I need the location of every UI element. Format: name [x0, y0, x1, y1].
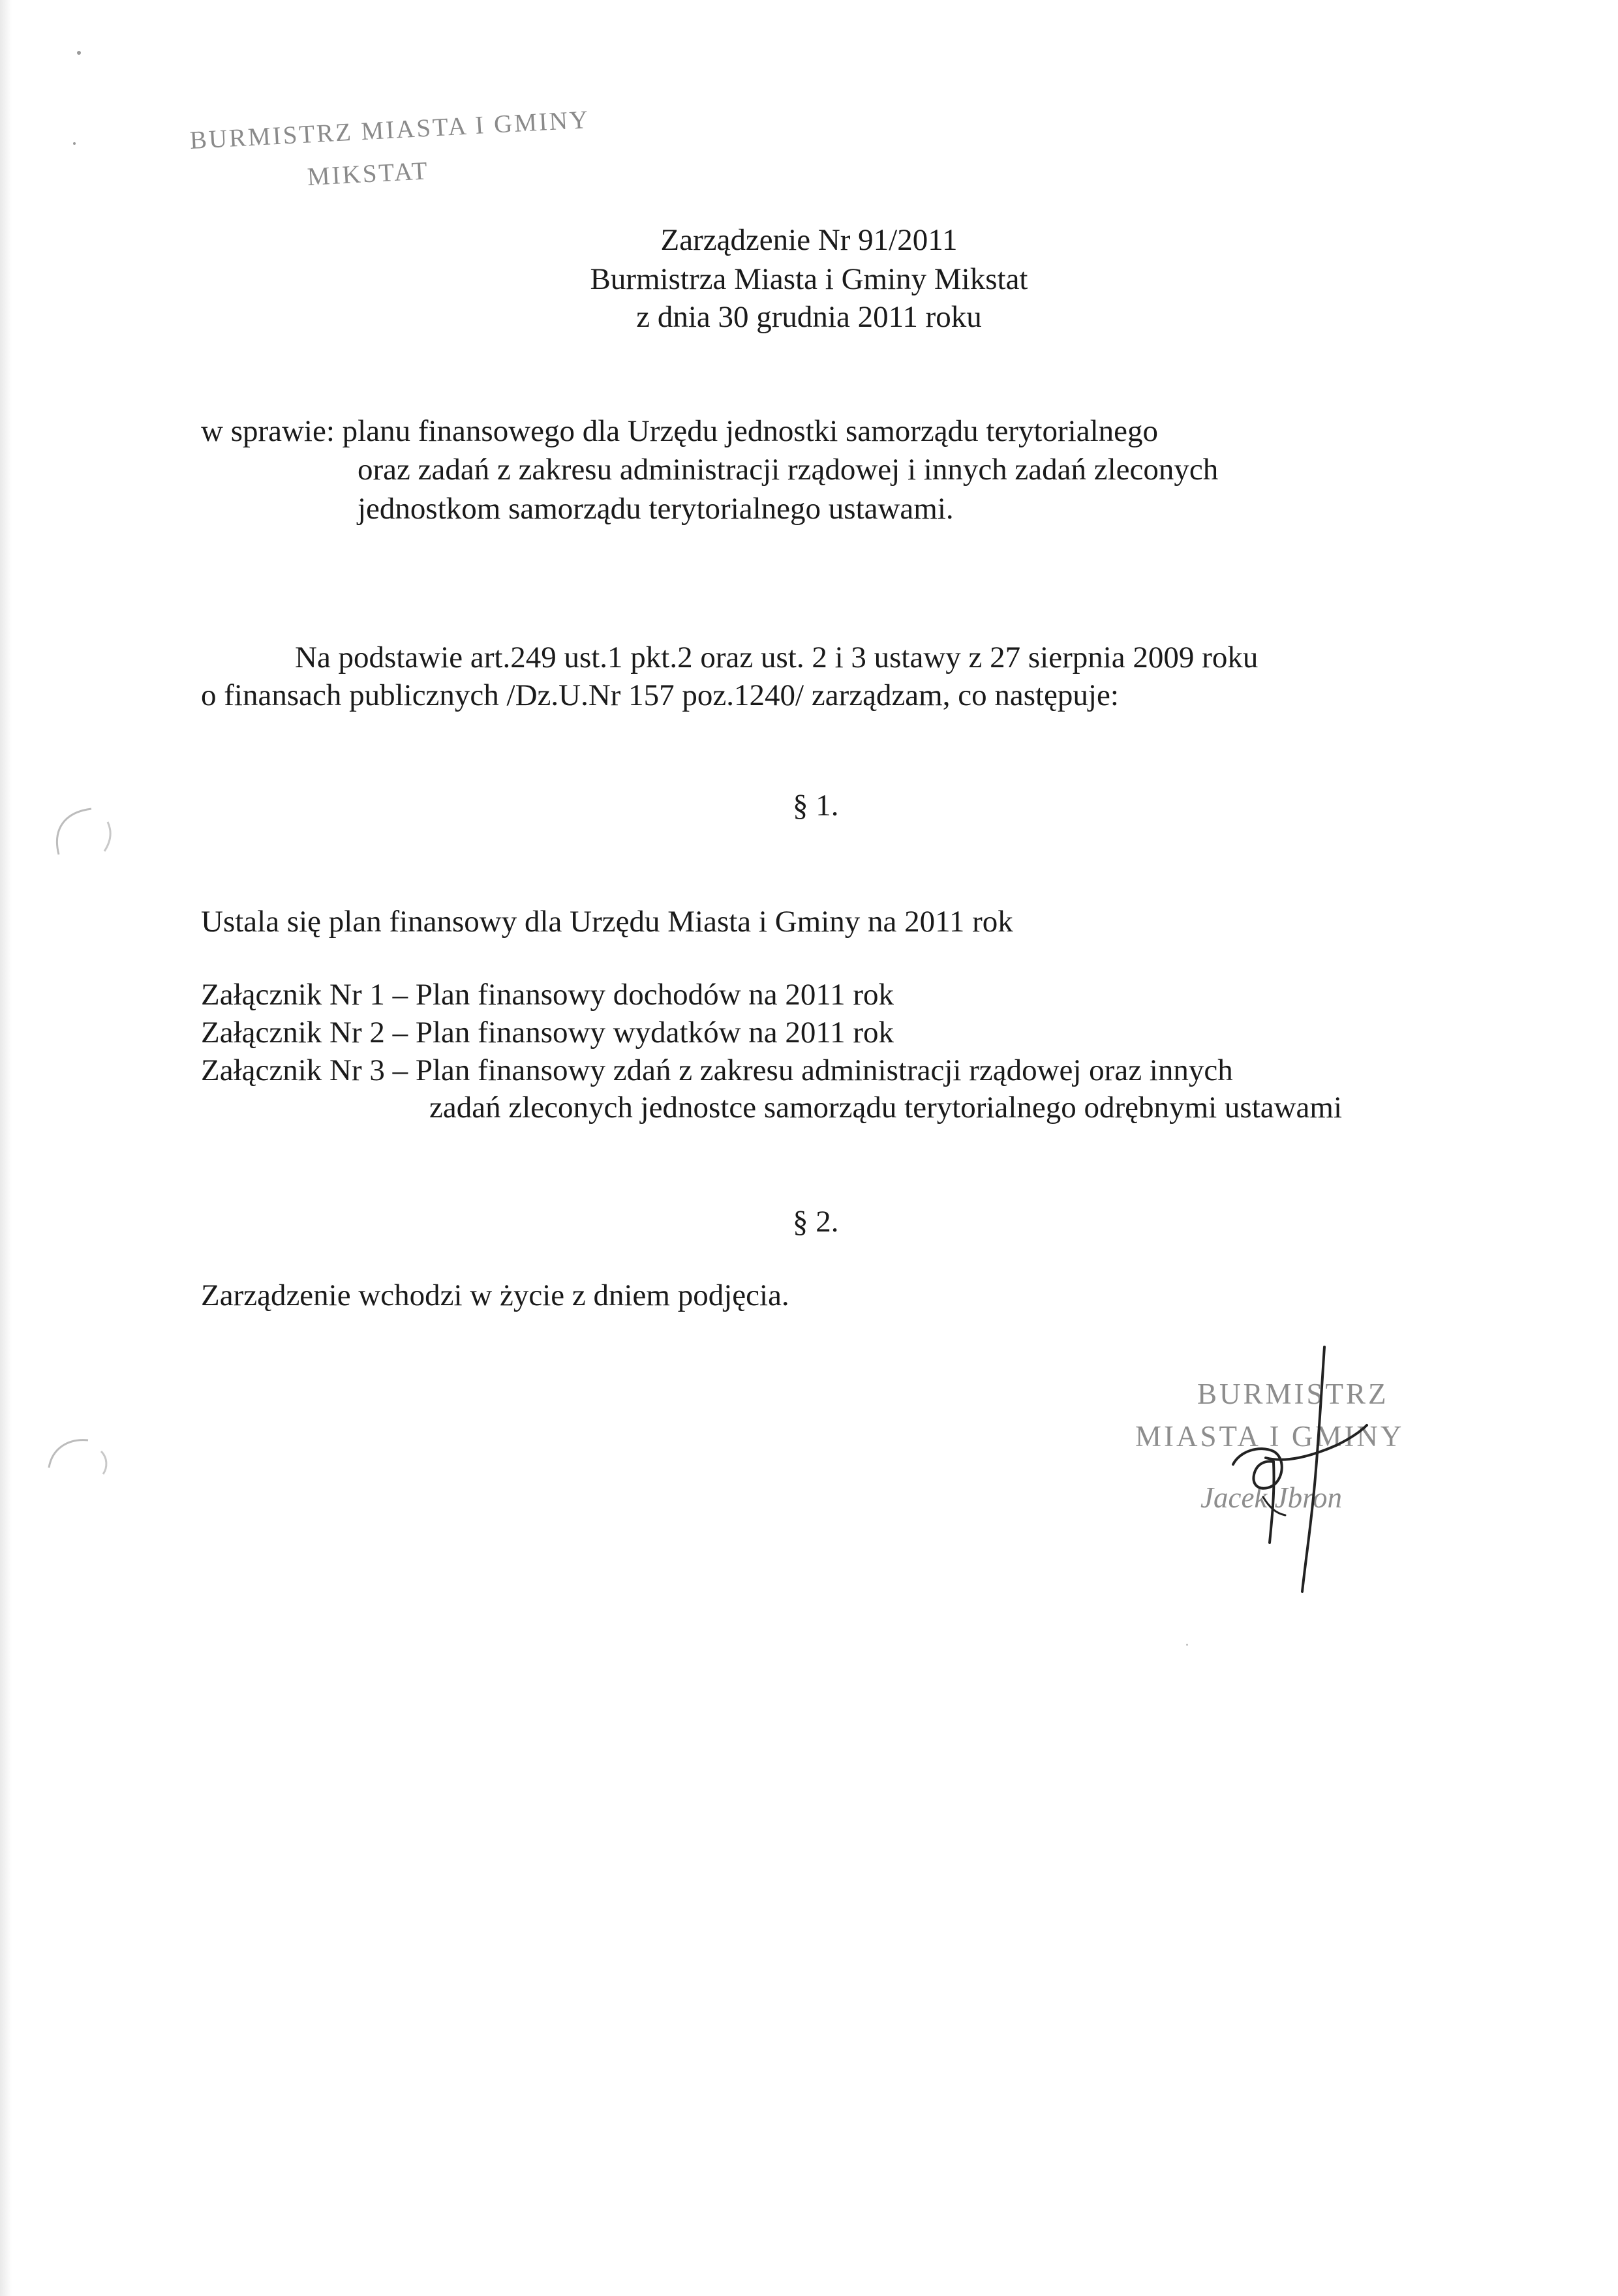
- handwritten-signature: [1135, 1340, 1474, 1601]
- section-1-intro: Ustala się plan finansowy dla Urzędu Miasta i Gminy na 2011 rok: [201, 905, 1013, 939]
- section-1-heading: § 1.: [793, 789, 839, 823]
- subject-line-2: oraz zadań z zakresu administracji rządowej i innych zadań zleconych: [358, 453, 1219, 487]
- scan-speck: [1186, 1644, 1188, 1646]
- section-2-heading: § 2.: [793, 1205, 839, 1239]
- signature-printed-name: Jacek Jbron: [1200, 1481, 1342, 1514]
- scan-speck: [77, 51, 81, 55]
- office-stamp-line2: MIKSTAT: [306, 157, 430, 191]
- attachment-2: Załącznik Nr 2 – Plan finansowy wydatków na 2011 rok: [201, 1016, 894, 1050]
- signature-stamp-office: MIASTA I GMINY: [1135, 1420, 1405, 1453]
- attachment-3: Załącznik Nr 3 – Plan finansowy zdań z zakresu administracji rządowej oraz innych: [201, 1053, 1233, 1087]
- office-stamp-line1: BURMISTRZ MIASTA I GMINY: [189, 105, 591, 155]
- subject-line-1: w sprawie: planu finansowego dla Urzędu jednostki samorządu terytorialnego: [201, 414, 1159, 448]
- signature-stamp-title: BURMISTRZ: [1197, 1378, 1389, 1410]
- punch-hole-mark: [39, 1422, 124, 1494]
- document-title: Zarządzenie Nr 91/2011: [660, 223, 958, 257]
- document-issuer: Burmistrza Miasta i Gminy Mikstat: [590, 262, 1028, 296]
- document-date: z dnia 30 grudnia 2011 roku: [636, 300, 982, 334]
- subject-line-3: jednostkom samorządu terytorialnego ustawami.: [358, 492, 954, 526]
- legal-basis-line-2: o finansach publicznych /Dz.U.Nr 157 poz.1240/ zarządzam, co następuje:: [201, 678, 1119, 712]
- attachment-3-continued: zadań zleconych jednostce samorządu terytorialnego odrębnymi ustawami: [429, 1091, 1343, 1125]
- scan-edge-shadow: [0, 0, 12, 2296]
- attachment-1: Załącznik Nr 1 – Plan finansowy dochodów na 2011 rok: [201, 978, 894, 1012]
- scan-speck: [73, 142, 76, 145]
- legal-basis-line-1: Na podstawie art.249 ust.1 pkt.2 oraz ust. 2 i 3 ustawy z 27 sierpnia 2009 roku: [295, 641, 1259, 674]
- section-2-text: Zarządzenie wchodzi w życie z dniem podjęcia.: [201, 1278, 789, 1312]
- signature-block: [1135, 1340, 1474, 1601]
- punch-hole-mark: [39, 796, 124, 868]
